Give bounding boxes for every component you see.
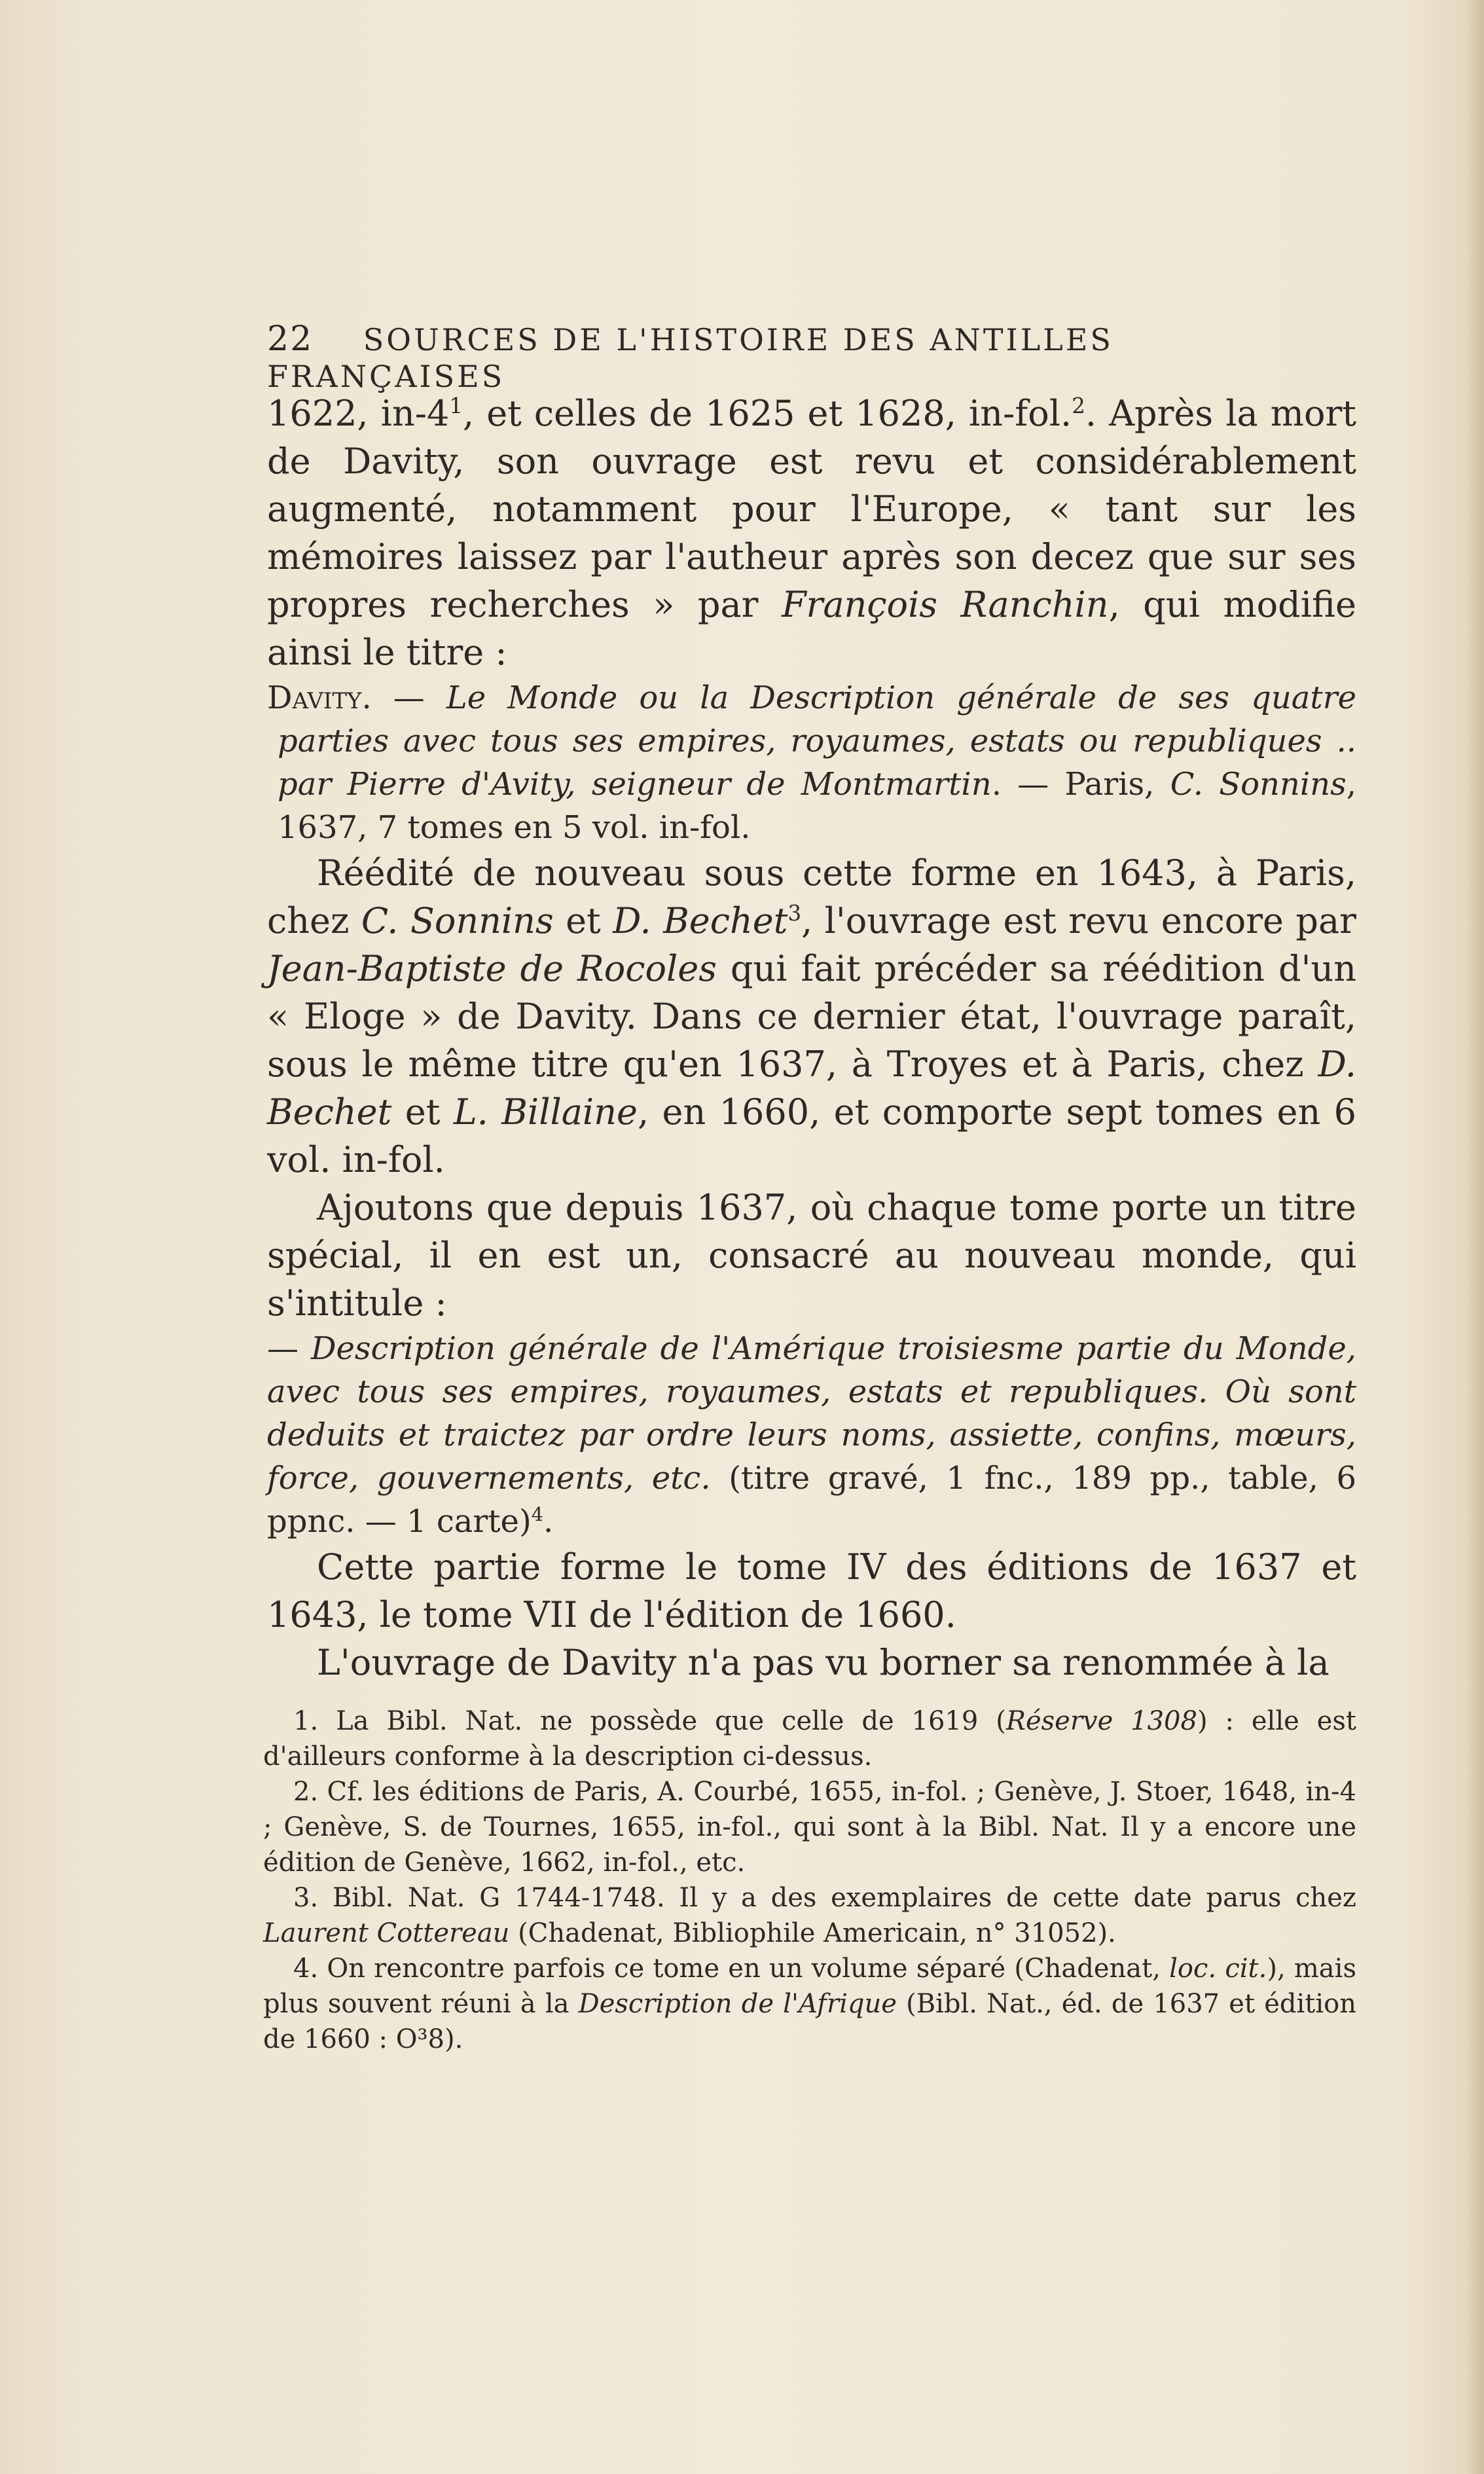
italic-name: Laurent Cottereau <box>263 1918 510 1948</box>
citation-title: Le Monde ou la Description générale de ses quatre parties avec tous ses empires, royaumes, estats ou republiques .. par Pierre d'Avity, seigneur de Montmartin <box>278 680 1357 803</box>
italic-name: C. Sonnins <box>361 900 554 941</box>
text: Réédité de nouveau sous cette forme en 1643, à Paris, chez <box>267 852 1356 941</box>
footnote-3 <box>263 1880 1356 1951</box>
running-title: SOURCES DE L'HISTOIRE DES ANTILLES FRANÇAISES <box>267 322 1113 394</box>
italic-name: François Ranchin <box>782 584 1109 625</box>
text: et <box>553 900 613 941</box>
text: qui fait précéder sa réédition d'un « Eloge » de Davity. Dans ce dernier état, l'ouvrage paraît, sous le même titre qu'en 1637, à Troyes et à Paris, chez <box>267 948 1356 1085</box>
footnote-ref-4: 4 <box>531 1503 544 1525</box>
italic-name: Jean-Baptiste de Rocoles <box>267 948 717 989</box>
text: (Chadenat, Bibliophile Americain, n° 31052). <box>509 1918 1116 1948</box>
text: , en 1660, et comporte sept tomes en 6 vol. in-fol. <box>267 1091 1356 1180</box>
text: 4. On rencontre parfois ce tome en un volume séparé (Chadenat, <box>293 1954 1170 1984</box>
citation-amerique <box>267 1327 1356 1543</box>
text: 3. Bibl. Nat. G 1744-1748. Il y a des exemplaires de cette date parus chez <box>293 1883 1356 1913</box>
citation-publisher: C. Sonnins <box>1170 766 1347 803</box>
italic-ref: Réserve 1308 <box>1005 1706 1197 1736</box>
paragraph-4: Cette partie forme le tome IV des éditions de 1637 et 1643, le tome VII de l'édition de 1660. <box>267 1546 1356 1635</box>
page-number: 22 <box>267 319 314 359</box>
footnotes <box>263 1703 1356 2057</box>
text: et <box>391 1091 454 1133</box>
text: 1622, in-4 <box>267 393 450 434</box>
paragraph-3: Ajoutons que depuis 1637, où chaque tome porte un titre spécial, il en est un, consacré au nouveau monde, qui s'intitule : <box>267 1187 1356 1324</box>
text: , qui modifie ainsi le titre : <box>267 584 1356 673</box>
citation-title: Description générale de l'Amérique troisiesme partie du Monde, avec tous ses empires, royaumes, estats et republiques. Où sont deduits et traictez par ordre leurs noms, assiette, confins, mœurs, force, gouvernements, etc. <box>267 1330 1356 1497</box>
italic-name: D. Bechet <box>267 1044 1356 1133</box>
text: , 1637, 7 tomes en 5 vol. in-fol. <box>278 766 1356 846</box>
citation-author: Davity <box>267 680 362 716</box>
page-header <box>267 319 1354 394</box>
paragraph-2 <box>267 849 1356 1184</box>
italic-title: Description de l'Afrique <box>578 1989 897 2019</box>
footnote-4 <box>263 1951 1356 2057</box>
citation-davity <box>267 676 1356 849</box>
text: . — <box>361 680 446 716</box>
page-edge-shadow <box>1467 0 1484 2474</box>
text: , et celles de 1625 et 1628, in-fol. <box>462 393 1072 434</box>
text: (Bibl. Nat., éd. de 1637 et édition de 1660 : O³8). <box>263 1989 1356 2054</box>
text: , l'ouvrage est revu encore par <box>801 900 1356 941</box>
text: . Après la mort de Davity, son ouvrage est revu et considérablement augmenté, notamment pour l'Europe, « tant sur les mémoires laissez par l'autheur après son decez que sur ses propres recherches » par <box>267 393 1356 625</box>
paragraph-5: L'ouvrage de Davity n'a pas vu borner sa renommée à la <box>317 1642 1330 1683</box>
text: . — Paris, <box>991 766 1170 803</box>
footnote-ref-2: 2 <box>1072 393 1085 418</box>
main-text <box>267 390 1356 1686</box>
text: — <box>267 1330 311 1367</box>
text: ), mais plus souvent réuni à la <box>263 1954 1356 2019</box>
italic-name: L. Billaine <box>453 1091 638 1133</box>
italic-name: D. Bechet <box>613 900 788 941</box>
text: . <box>543 1503 554 1540</box>
text: (titre gravé, 1 fnc., 189 pp., table, 6 ppnc. — 1 carte) <box>267 1460 1356 1540</box>
footnote-ref-1: 1 <box>449 393 463 418</box>
text: 1. La Bibl. Nat. ne possède que celle de 1619 ( <box>293 1706 1006 1736</box>
footnote-1 <box>263 1703 1356 1774</box>
paragraph-1 <box>267 390 1356 676</box>
text: ) : elle est d'ailleurs conforme à la description ci-dessus. <box>263 1706 1356 1772</box>
italic-ref: loc. cit. <box>1169 1954 1267 1984</box>
footnote-ref-3: 3 <box>787 901 802 926</box>
footnote-2: 2. Cf. les éditions de Paris, A. Courbé, 1655, in-fol. ; Genève, J. Stoer, 1648, in-4 ; Genève, S. de Tournes, 1655, in-fol., qui sont à la Bibl. Nat. Il y a encore une édition de Genève, 1662, in-fol., etc. <box>263 1777 1356 1878</box>
